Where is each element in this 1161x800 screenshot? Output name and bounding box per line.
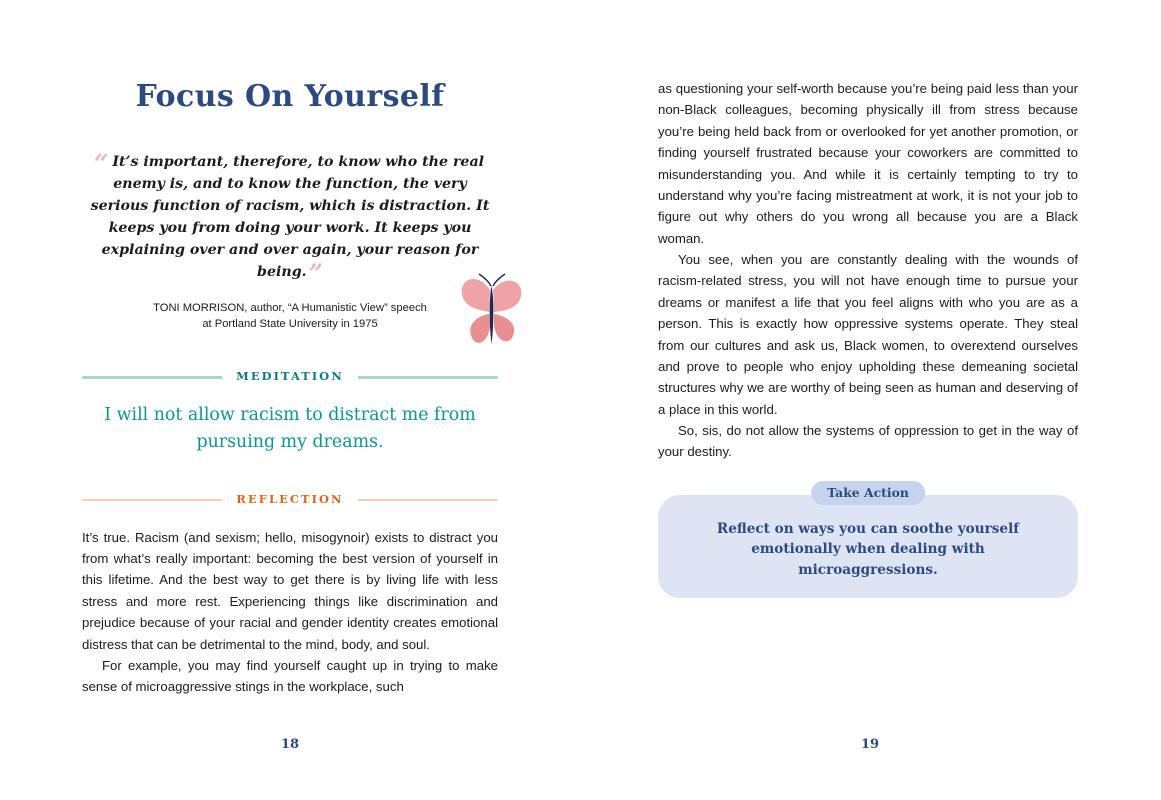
page-title: Focus On Yourself [135,79,445,114]
page-number-right: 19 [860,737,880,752]
left-page [0,0,580,800]
quote-close-icon: ” [308,259,323,288]
quote-attribution [82,300,498,332]
reflection-paragraph-2: For example, you may find yourself caught up in trying to make sense of microaggressive stings in the workplace, such [82,657,498,695]
right-body [658,78,1078,463]
butterfly-icon [452,268,532,358]
attribution-line-1: TONI MORRISON, author, “A Humanistic View” speech [153,302,427,314]
quote-text-block [82,149,498,288]
reflection-paragraph-1: It’s true. Racism (and sexism; hello, misogynoir) exists to distract you from what’s really important: becoming the best version of yourself in this lifetime. And the best way to get there is by living life with less stress and more rest. Experiencing things like discrimination and prejudice because of your racial and gender identity creates emotional distress that can be detrimental to the mind, body, and soul. [82,529,498,652]
right-paragraph-3: So, sis, do not allow the systems of oppression to get in the way of your destiny. [658,423,1078,460]
quote-open-icon: “ [93,149,109,178]
reflection-label: REFLECTION [222,492,357,506]
reflection-body [82,527,498,698]
right-page [580,0,1160,800]
right-paragraph-2: You see, when you are constantly dealing with the wounds of racism-related stress, you will not have enough time to pursue your dreams or manifest a life that you feel aligns with who you are as a person. This is exactly how oppressive systems operate. They steal from our cultures and ask us, Black women, to overextend ourselves and prove to people who enjoy upholding these demeaning societal structures why we are worthy of being seen as human and deserving of a place in this world. [658,252,1078,417]
quote-text: It’s important, therefore, to know who the real enemy is, and to know the function, the very serious function of racism, which is distraction. It keeps you from doing your work. It keeps you explaining over and over again, your reason for being. [90,154,490,280]
meditation-label: MEDITATION [222,369,358,383]
attribution-line-2: at Portland State University in 1975 [202,318,378,331]
meditation-divider [82,366,498,386]
right-paragraph-1: as questioning your self-worth because you’re being paid less than your non-Black colleagues, becoming physically ill from stress because you’re being held back from or overlooked for yet another promotion, or finding yourself frustrated because your coworkers are committed to misunderstanding you. And while it is certainly tempting to try to understand why you’re facing mistreatment at work, it is not your job to figure out why others do you wrong all because you are a Black woman. [658,81,1078,246]
pull-quote [82,151,498,332]
take-action-callout [658,484,1078,598]
meditation-text: I will not allow racism to distract me from pursuing my dreams. [104,405,476,452]
page-number-left: 18 [280,737,300,752]
reflection-divider [82,489,498,509]
take-action-text: Reflect on ways you can soothe yourself emotionally when dealing with microaggressions. [658,495,1078,598]
take-action-badge: Take Action [811,481,925,505]
